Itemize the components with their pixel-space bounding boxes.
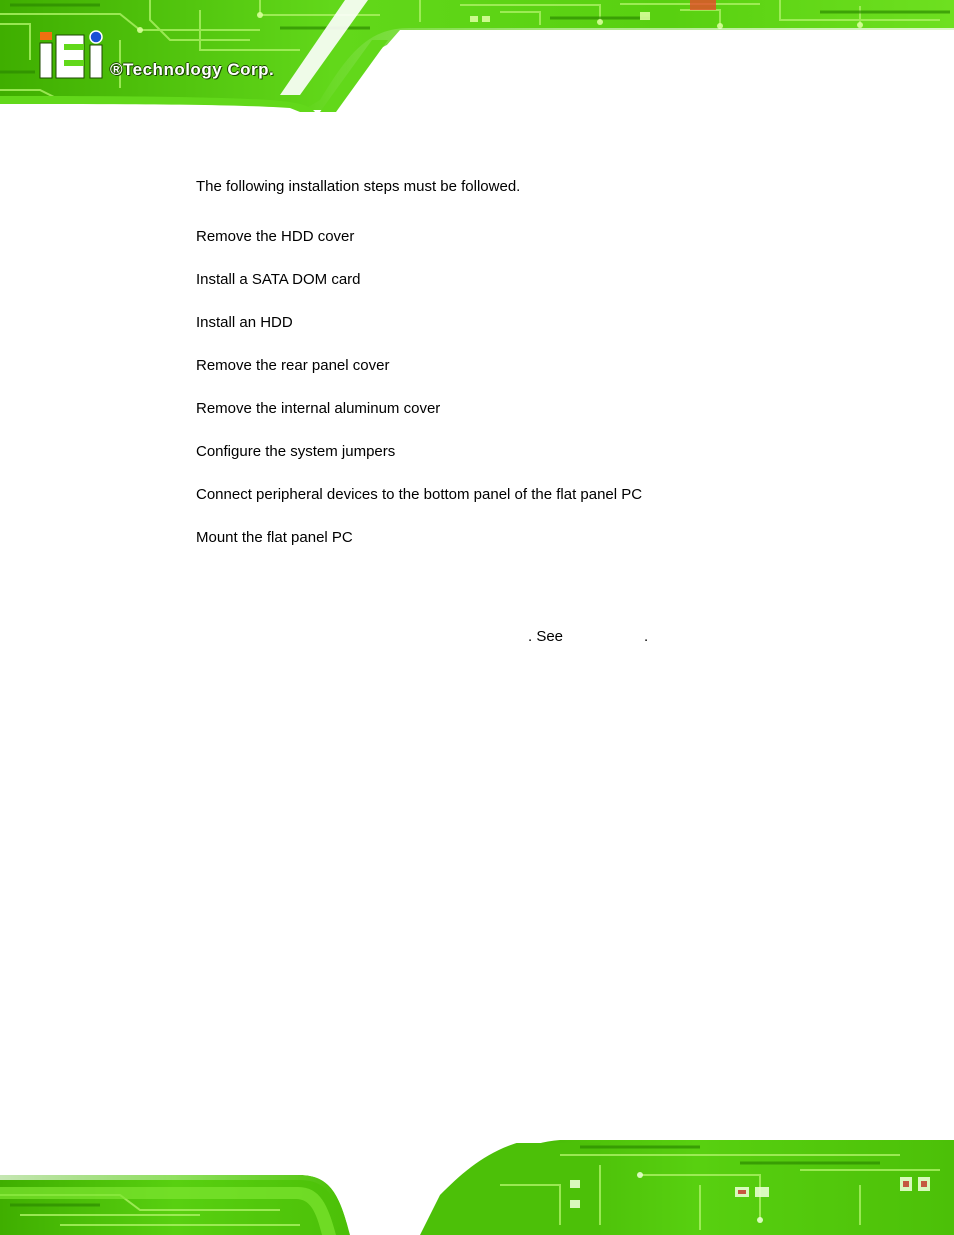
circuit-board-header-graphic (0, 0, 954, 112)
step-item: Mount the flat panel PC (196, 529, 353, 546)
see-reference-fragment: . See (528, 628, 564, 645)
step-item: Remove the rear panel cover (196, 357, 390, 374)
step-item: Install a SATA DOM card (196, 271, 361, 288)
step-item: Configure the system jumpers (196, 443, 396, 460)
step-item: Install an HDD (196, 314, 293, 331)
intro-text: The following installation steps must be followed. (196, 178, 521, 195)
brand-text: ®Technology Corp. (110, 60, 275, 79)
period-fragment: . (644, 628, 649, 645)
iei-logo-icon (38, 30, 108, 80)
step-item: Remove the internal aluminum cover (196, 400, 441, 417)
step-item: Connect peripheral devices to the bottom panel of the flat panel PC (196, 486, 643, 503)
header-banner (0, 0, 954, 112)
step-item: Remove the HDD cover (196, 228, 355, 245)
circuit-board-footer-graphic (0, 1125, 954, 1235)
footer-banner (0, 1125, 954, 1235)
